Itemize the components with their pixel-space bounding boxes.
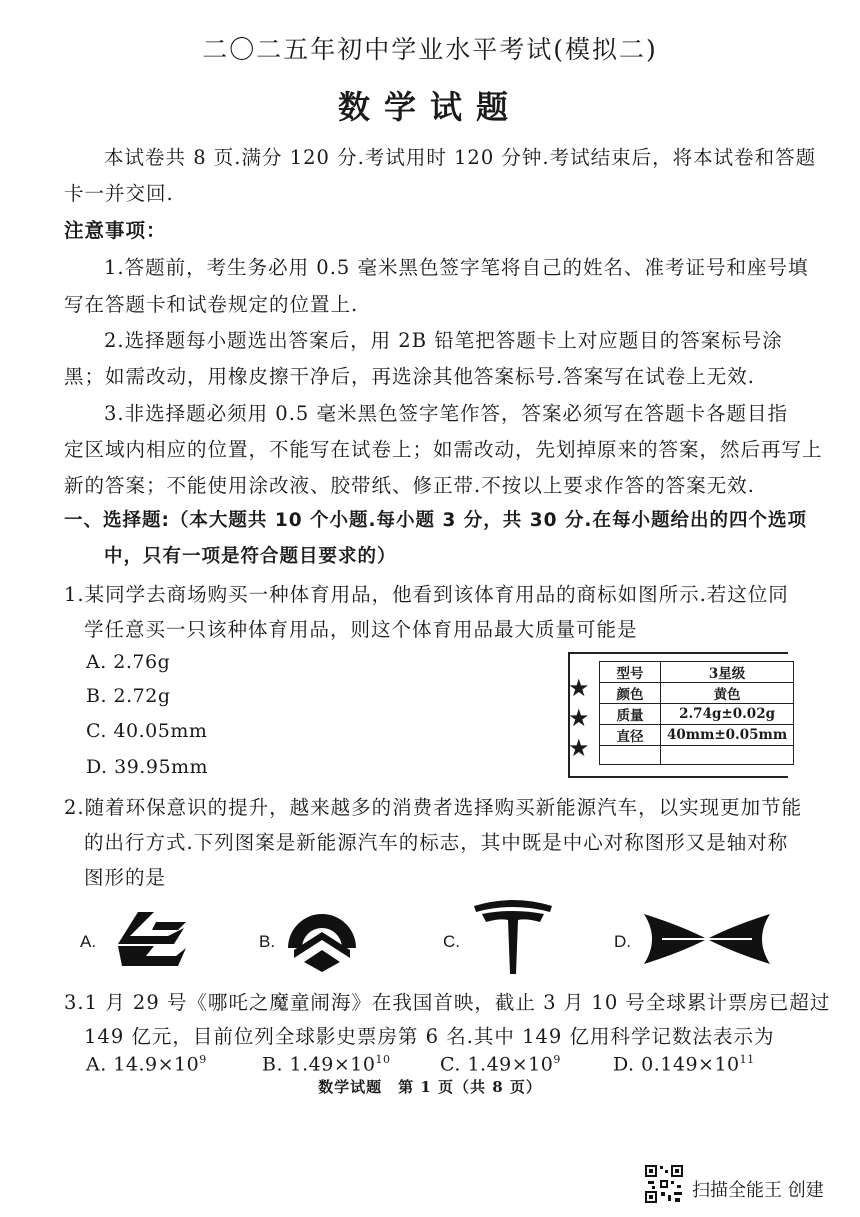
q1-option-a: A. 2.76g: [86, 651, 171, 673]
q1-option-d: D. 39.95mm: [86, 756, 209, 778]
star-icon: ★: [568, 674, 590, 702]
intro-line-1: 本试卷共 8 页.满分 120 分.考试用时 120 分钟.考试结束后，将本试卷和答题: [104, 146, 817, 169]
spec-key: [600, 746, 661, 765]
q2-label-a: A.: [80, 932, 97, 951]
q3-option-b-exp: 10: [375, 1053, 391, 1066]
spec-key: 颜色: [600, 683, 661, 704]
q2-label-d: D.: [614, 932, 631, 951]
spec-value: [661, 746, 794, 765]
q2-line-2: 的出行方式.下列图案是新能源汽车的标志，其中既是中心对称图形又是轴对称: [84, 831, 789, 854]
logo-a-icon: [108, 910, 190, 970]
logo-c-icon: [470, 898, 556, 976]
spec-key: 型号: [600, 662, 661, 683]
spec-value: 3星级: [661, 662, 794, 683]
notice-line-7: 新的答案；不能使用涂改液、胶带纸、修正带.不按以上要求作答的答案无效.: [64, 474, 755, 497]
spec-key: 质量: [600, 704, 661, 725]
notice-line-3: 2.选择题每小题选出答案后，用 2B 铅笔把答题卡上对应题目的答案标号涂: [104, 329, 783, 352]
q1-line-2: 学任意买一只该种体育用品，则这个体育用品最大质量可能是: [84, 618, 638, 641]
q3-option-d-base: D. 0.149×10: [613, 1053, 740, 1076]
page-footer: 数学试题 第 1 页（共 8 页）: [318, 1078, 542, 1096]
product-spec-table: [599, 661, 794, 765]
star-icon: ★: [568, 704, 590, 732]
q2-line-1: 2.随着环保意识的提升，越来越多的消费者选择购买新能源汽车，以实现更加节能: [64, 796, 803, 819]
q3-line-1: 3.1 月 29 号《哪吒之魔童闹海》在我国首映，截止 3 月 10 号全球累计票房已超过: [64, 991, 831, 1014]
q2-label-c: C.: [443, 932, 460, 951]
logo-d-icon: [642, 912, 772, 966]
q3-option-b-base: B. 1.49×10: [262, 1053, 376, 1076]
notice-heading: 注意事项：: [64, 219, 167, 242]
q3-option-d-exp: 11: [739, 1053, 755, 1066]
spec-value: 黄色: [661, 683, 794, 704]
spec-row: [600, 662, 794, 683]
q3-option-c-exp: 9: [553, 1053, 561, 1066]
q3-option-d: [613, 1053, 755, 1075]
q3-line-2: 149 亿元，目前位列全球影史票房第 6 名.其中 149 亿用科学记数法表示为: [84, 1025, 775, 1048]
star-icon: ★: [568, 734, 590, 762]
qr-code-icon: [644, 1164, 684, 1204]
q1-line-1: 1.某同学去商场购买一种体育用品，他看到该体育用品的商标如图所示.若这位同: [64, 583, 789, 606]
spec-row: [600, 683, 794, 704]
logo-b-icon: [284, 902, 360, 974]
spec-row: [600, 746, 794, 765]
section-1-heading-line-2: 中，只有一项是符合题目要求的）: [104, 546, 397, 567]
q3-option-c: [440, 1053, 561, 1075]
section-1-heading-line-1: 一、选择题:（本大题共 10 个小题.每小题 3 分，共 30 分.在每小题给出的四个选项: [64, 510, 807, 531]
q3-option-a-exp: 9: [199, 1053, 207, 1066]
spec-row: [600, 704, 794, 725]
q1-option-c: C. 40.05mm: [86, 720, 208, 742]
spec-value: 2.74g±0.02g: [661, 704, 794, 725]
q3-option-a-base: A. 14.9×10: [86, 1053, 200, 1076]
notice-line-5: 3.非选择题必须用 0.5 毫米黑色签字笔作答，答案必须写在答题卡各题目指: [104, 402, 789, 425]
spec-row: [600, 725, 794, 746]
notice-line-4: 黑；如需改动，用橡皮擦干净后，再选涂其他答案标号.答案写在试卷上无效.: [64, 365, 755, 388]
notice-line-6: 定区域内相应的位置，不能写在试卷上；如需改动，先划掉原来的答案，然后再写上: [64, 438, 823, 461]
q2-label-b: B.: [259, 932, 276, 951]
q3-option-a: [86, 1053, 207, 1075]
notice-line-2: 写在答题卡和试卷规定的位置上.: [64, 293, 359, 316]
q1-option-b: B. 2.72g: [86, 685, 171, 707]
intro-line-2: 卡一并交回.: [64, 182, 174, 205]
q2-line-3: 图形的是: [84, 866, 167, 889]
scanner-watermark: 扫描全能王 创建: [692, 1180, 824, 1201]
spec-value: 40mm±0.05mm: [661, 725, 794, 746]
q3-option-b: [262, 1053, 390, 1075]
notice-line-1: 1.答题前，考生务必用 0.5 毫米黑色签字笔将自己的姓名、准考证号和座号填: [104, 256, 809, 279]
exam-title: 二〇二五年初中学业水平考试(模拟二): [202, 35, 658, 64]
spec-key: 直径: [600, 725, 661, 746]
q3-option-c-base: C. 1.49×10: [440, 1053, 554, 1076]
subject-title: 数学试题: [337, 88, 522, 126]
